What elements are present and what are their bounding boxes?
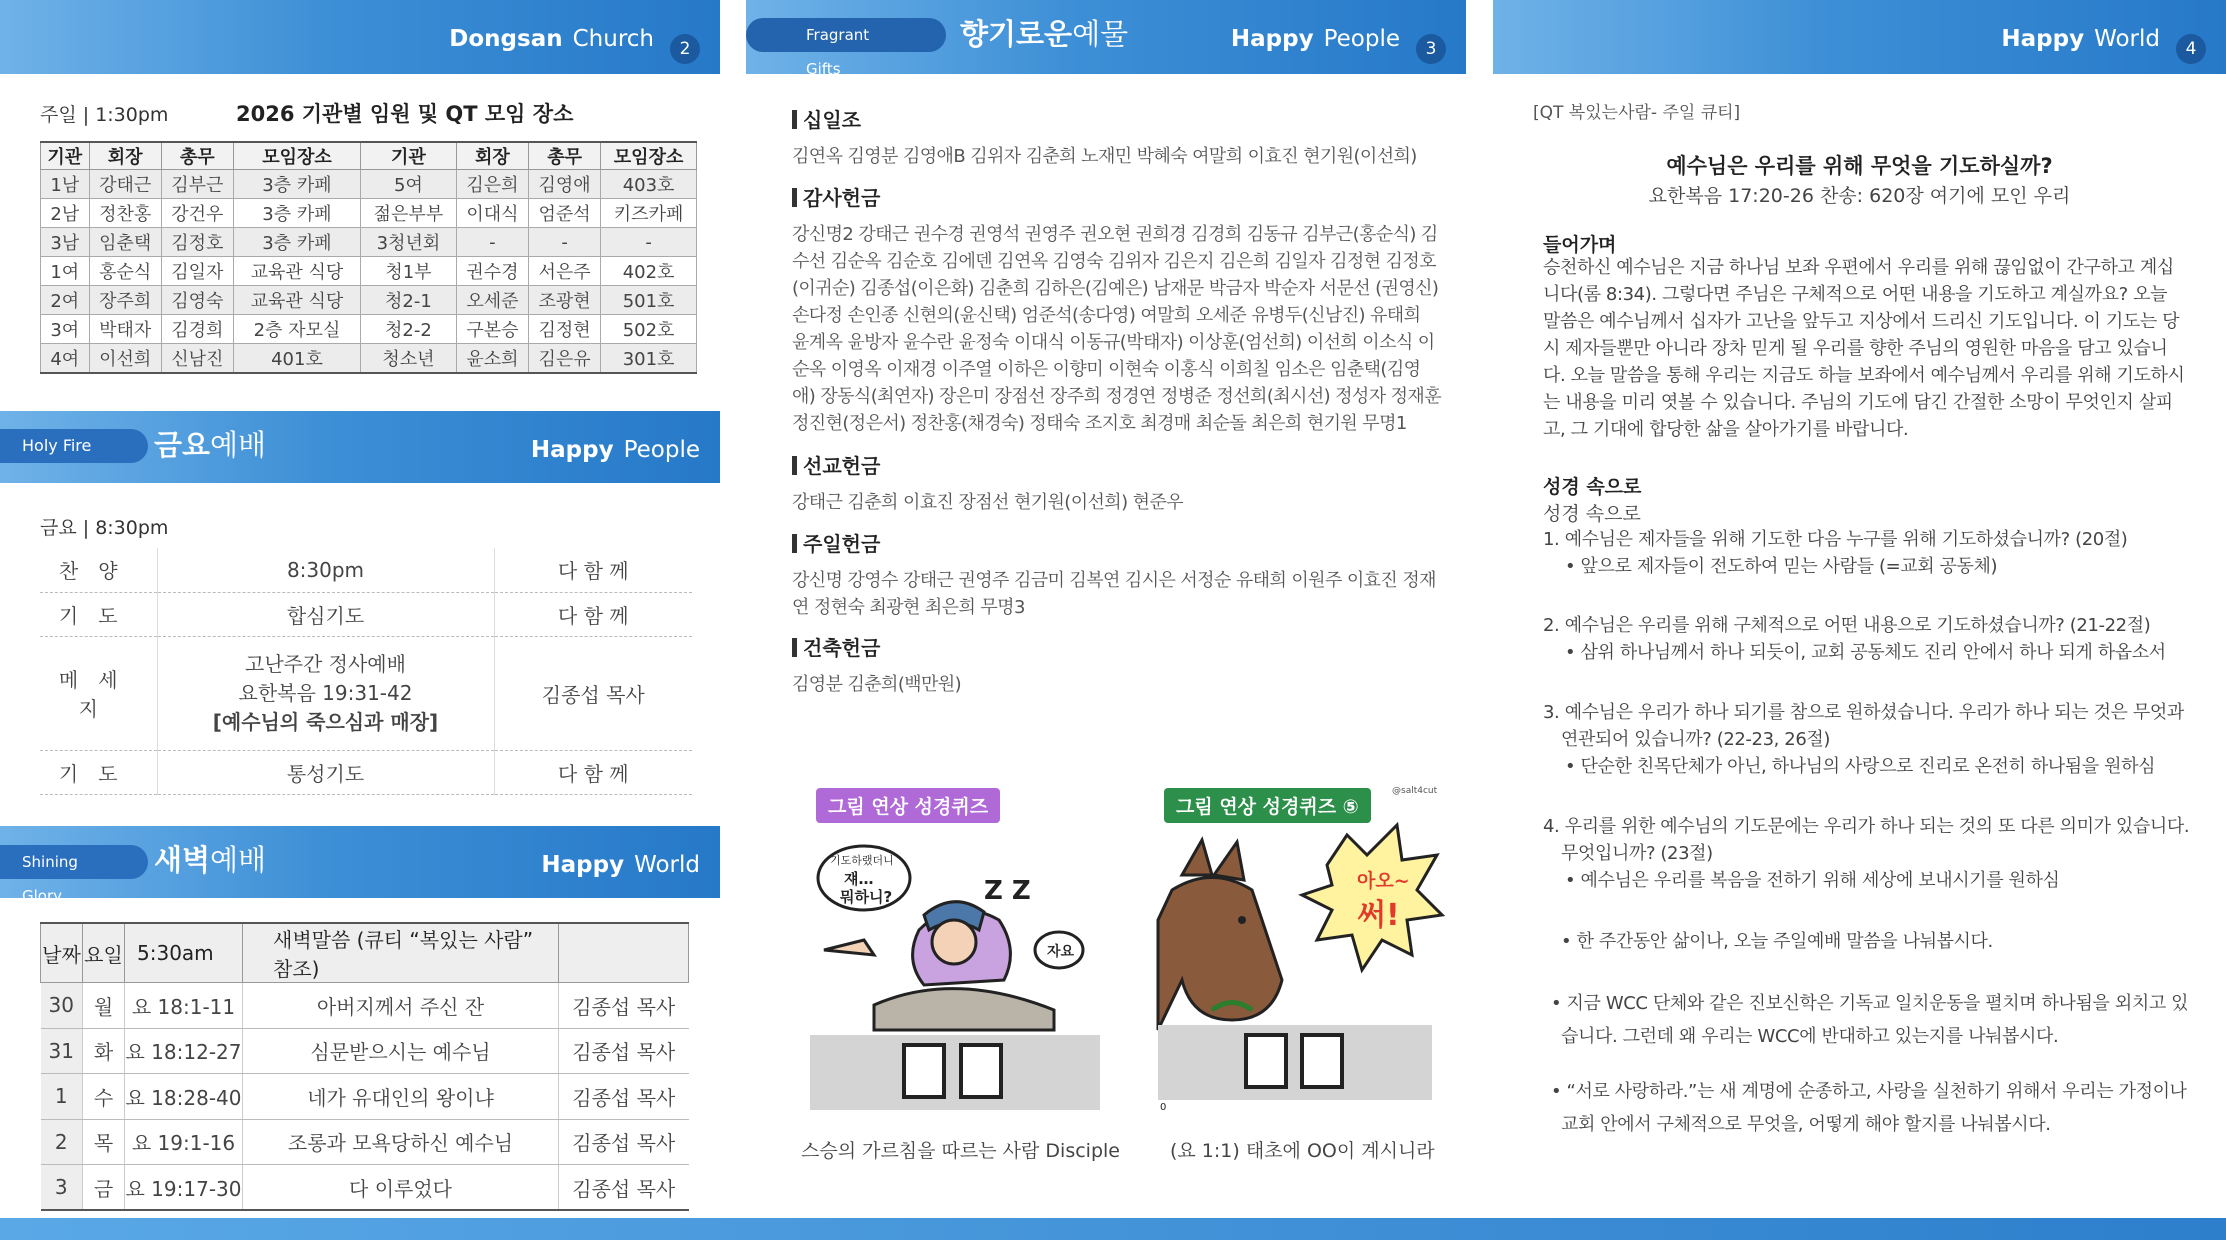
section-names: 강신명 강영수 강태근 권영주 김금미 김복연 김시은 서정순 유태희 이원주 이효진 정재연 정현숙 최광현 최은희 무명3 [792, 570, 1436, 618]
page-number: 2 [670, 34, 700, 64]
dawn-cell: 요 18:28-40 [125, 1074, 243, 1120]
org-header-cell: 기관 [361, 142, 457, 170]
org-cell: 강태근 [89, 170, 161, 199]
org-table-row [41, 170, 697, 199]
bubble-text-3: 자요 [1047, 944, 1075, 960]
world-tag: Happy World [2001, 26, 2160, 52]
org-cell: 김경희 [161, 315, 233, 344]
dawn-cell: 1 [41, 1074, 83, 1120]
org-cell: 장주희 [89, 286, 161, 315]
question-2 [1543, 612, 2193, 666]
bottom-bar [0, 1218, 2226, 1240]
org-header-cell: 모임장소 [601, 142, 697, 170]
org-table-row [41, 199, 697, 228]
section-names: 강신명2 강태근 권수경 권영석 권영주 권오현 권희경 김경희 김동규 김부근(홍순식) 김수선 김순옥 김순호 김에덴 김연옥 김영숙 김위자 김은지 김은희 김일자 김정현 김정호(이귀순) 김종섭(이은화) 김춘희 김하은(김예은) 남재문 박금자 박순자 서문선 (권영신) 손다정 손인종 신현의(윤신택) 엄준석(송다영) 여말희 오세준 유병두(신남진) 유태희 윤계옥 윤방자 윤수란 윤정숙 이대식 이동규(박태자) 이상훈(엄선희) 이선희 이소식 이순옥 이영옥 이재경 이주열 이하은 이향미 이현숙 이홍식 이희칠 임소은 임춘택(김영애) 장동식(최연자) 장은미 장점선 장주희 정경연 정병준 정선희(최시선) 정성자 정재훈 정진현(정은서) 정찬홍(채경숙) 정태숙 조지호 최경매 최순돌 최은희 현기원 무명1 [792, 224, 1441, 434]
org-cell: 조광현 [529, 286, 601, 315]
org-cell: 김영숙 [161, 286, 233, 315]
dawn-table-row [41, 1074, 689, 1120]
section-title: 감사헌금 [792, 182, 1442, 211]
org-header-cell: 회장 [89, 142, 161, 170]
intro-body: 승천하신 예수님은 지금 하나님 보좌 우편에서 우리를 위해 끊임없이 간구하고 계십니다(롬 8:34). 그렇다면 주님은 구체적으로 어떤 내용을 기도하고 계실까요? 오늘 말씀은 예수님께서 십자가 고난을 앞두고 지상에서 드리신 기도입니다. 이 기도는 당시 제자들뿐만 아니라 장차 믿게 될 우리를 향한 주님의 영원한 마음을 담고 있습니다. 오늘 말씀을 통해 우리는 지금도 하늘 보좌에서 예수님께서 우리를 위해 기도하시는 내용을 미리 엿볼 수 있습니다. 주님의 기도에 담긴 간절한 소망이 무엇인지 살피고, 그 기대에 합당한 삶을 살아가기를 바랍니다. [1543, 257, 2185, 440]
row-label: 찬양 [40, 548, 157, 592]
quiz-cartoon-1 [804, 780, 1104, 1115]
question-text: 4. 우리를 위한 예수님의 기도문에는 우리가 하나 되는 것의 또 다른 의미가 있습니다. 무엇입니까? (23절) [1543, 816, 2190, 864]
org-cell: 김은유 [529, 344, 601, 373]
dawn-cell: 30 [41, 983, 83, 1029]
org-cell: 3층 카페 [233, 170, 360, 199]
qt-title: 예수님은 우리를 위해 무엇을 기도하실까? [1666, 154, 2053, 178]
page-3-header [746, 0, 1466, 78]
org-table-row [41, 257, 697, 286]
dawn-cell: 금 [83, 1165, 125, 1211]
dawn-cell: 조롱과 모욕당하신 예수님 [243, 1119, 559, 1165]
org-cell: 김영애 [529, 170, 601, 199]
org-cell: 임춘택 [89, 228, 161, 257]
org-title: 2026 기관별 임원 및 QT 모임 장소 [236, 102, 574, 126]
org-cell: 엄준석 [529, 199, 601, 228]
offering-tithe [792, 104, 1442, 170]
section-title: 선교헌금 [792, 450, 1442, 479]
quiz-caption-2: (요 1:1) 태초에 OO이 계시니라 [1170, 1140, 1435, 1162]
dawn-cell: 3 [41, 1165, 83, 1211]
bible-subheading: 성경 속으로 [1543, 503, 1641, 525]
row-content: 8:30pm [157, 548, 494, 592]
friday-row [40, 750, 692, 794]
org-cell: 강건우 [161, 199, 233, 228]
org-time: 주일 | 1:30pm [40, 104, 169, 126]
dawn-cell: 요 19:1-16 [125, 1119, 243, 1165]
question-3 [1543, 699, 2193, 780]
org-cell: 청2-2 [361, 315, 457, 344]
dawn-cell: 다 이루었다 [243, 1165, 559, 1211]
question-1 [1543, 526, 2193, 580]
answer-box [1244, 1033, 1288, 1089]
gifts-tag: Happy People [1230, 26, 1400, 52]
gifts-title: 향기로운예물 [960, 17, 1129, 51]
org-table-header [41, 142, 697, 170]
answer-band [1158, 1025, 1432, 1100]
header-brand: Dongsan Church [449, 26, 654, 52]
org-cell: 홍순식 [89, 257, 161, 286]
org-cell: 정찬홍 [89, 199, 161, 228]
org-cell: 청1부 [361, 257, 457, 286]
org-cell: 김정현 [529, 315, 601, 344]
org-cell: 청소년 [361, 344, 457, 373]
org-header-cell: 기관 [41, 142, 90, 170]
org-cell: 김정호 [161, 228, 233, 257]
snore-text: Z Z [984, 876, 1031, 906]
org-header-cell: 총무 [529, 142, 601, 170]
org-cell: 이대식 [456, 199, 528, 228]
org-cell: 교육관 식당 [233, 286, 360, 315]
dawn-header [0, 826, 720, 905]
org-cell: 김부근 [161, 170, 233, 199]
org-cell: 3층 카페 [233, 199, 360, 228]
question-text: 1. 예수님은 제자들을 위해 기도한 다음 누구를 위해 기도하셨습니까? (20절) [1543, 529, 2128, 550]
org-cell: - [601, 228, 697, 257]
org-cell: 501호 [601, 286, 697, 315]
dawn-cell: 김종섭 목사 [559, 1119, 689, 1165]
qt-label: [QT 복있는사람- 주일 큐티] [1533, 103, 1741, 123]
quiz-caption-1: 스승의 가르침을 따르는 사람 Disciple [801, 1140, 1120, 1162]
dawn-header-cell: 요일 [83, 923, 125, 983]
dawn-header-cell: 새벽말씀 (큐티 “복있는 사람” 참조) [243, 923, 559, 983]
quiz-label: 그림 연상 성경퀴즈 [816, 788, 1000, 823]
page-3-panel [746, 0, 1466, 1218]
org-cell: 3층 카페 [233, 228, 360, 257]
org-cell: 키즈카페 [601, 199, 697, 228]
org-cell: - [456, 228, 528, 257]
dawn-table-row [41, 1028, 689, 1074]
message-title: [예수님의 죽으심과 매장] [212, 709, 439, 734]
intro-heading: 들어가며 [1543, 234, 1617, 256]
dawn-table-row [41, 1165, 689, 1211]
dawn-table-row [41, 1119, 689, 1165]
dawn-cell: 아버지께서 주신 잔 [243, 983, 559, 1029]
org-cell: - [529, 228, 601, 257]
org-cell: 김은희 [456, 170, 528, 199]
friday-time: 금요 | 8:30pm [40, 517, 169, 539]
dawn-cell: 김종섭 목사 [559, 1074, 689, 1120]
quiz-label: 그림 연상 성경퀴즈 ⑤ [1164, 788, 1371, 823]
org-header-cell: 총무 [161, 142, 233, 170]
row-label: 기도 [40, 592, 157, 636]
question-4 [1543, 813, 2193, 894]
section-names: 강태근 김춘희 이효진 장점선 현기원(이선희) 현준우 [792, 492, 1183, 513]
friday-title: 금요예배 [154, 428, 267, 462]
org-table-row [41, 315, 697, 344]
bubble-text-1: 아오~ [1357, 870, 1410, 892]
org-cell: 502호 [601, 315, 697, 344]
bubble-text-1: 쟤… [844, 870, 874, 888]
org-cell: 2층 자모실 [233, 315, 360, 344]
answer-box [1300, 1033, 1344, 1089]
discussion-bullet: • “서로 사랑하라.”는 새 계명에 순종하고, 사랑을 실천하기 위해서 우리는 가정이나 교회 안에서 구체적으로 무엇을, 어떻게 해야 할지를 나눠봅시다. [1551, 1081, 2187, 1135]
friday-header [0, 411, 720, 483]
row-leader: 다 함 께 [494, 592, 692, 636]
dawn-header-cell [559, 923, 689, 983]
bubble-caption: 기도하랬더니 [830, 854, 894, 867]
org-cell: 401호 [233, 344, 360, 373]
discussion-bullet: • 지금 WCC 단체와 같은 진보신학은 기독교 일치운동을 펼치며 하나됨을 외치고 있습니다. 그런데 왜 우리는 WCC에 반대하고 있는지를 나눠봅시다. [1551, 993, 2189, 1047]
dawn-cell: 목 [83, 1119, 125, 1165]
bubble-text-2: 뭐하니? [840, 888, 893, 906]
offering-thanks [792, 182, 1442, 437]
org-cell: 2여 [41, 286, 90, 315]
dawn-cell: 31 [41, 1028, 83, 1074]
friday-row [40, 548, 692, 592]
org-table-row [41, 344, 697, 373]
dawn-cell: 네가 유대인의 왕이냐 [243, 1074, 559, 1120]
org-cell: 오세준 [456, 286, 528, 315]
section-title: 건축헌금 [792, 632, 1442, 661]
row-content [157, 636, 494, 750]
bible-heading: 성경 속으로 [1543, 476, 1642, 498]
message-line: 고난주간 정사예배 [245, 651, 406, 676]
qt-subtitle: 요한복음 17:20-26 찬송: 620장 여기에 모인 우리 [1648, 185, 2071, 207]
org-cell: 2남 [41, 199, 90, 228]
friday-row [40, 592, 692, 636]
dawn-cell: 김종섭 목사 [559, 983, 689, 1029]
dawn-cell: 심문받으시는 예수님 [243, 1028, 559, 1074]
dawn-cell: 요 18:1-11 [125, 983, 243, 1029]
answer-text: • 단순한 친목단체가 아닌, 하나님의 사랑으로 진리로 온전히 하나됨을 원하심 [1565, 756, 2156, 777]
page-4-panel [1493, 0, 2226, 1218]
org-cell: 교육관 식당 [233, 257, 360, 286]
section-title: 주일헌금 [792, 528, 1442, 557]
org-cell: 4여 [41, 344, 90, 373]
dawn-tag: Happy World [541, 852, 700, 878]
question-text: 3. 예수님은 우리가 하나 되기를 참으로 원하셨습니다. 우리가 하나 되는 것은 무엇과 연관되어 있습니까? (22-23, 26절) [1543, 702, 2184, 750]
page-number: 3 [1416, 34, 1446, 64]
row-content: 통성기도 [157, 750, 494, 794]
offering-sunday [792, 528, 1442, 621]
row-content: 합심기도 [157, 592, 494, 636]
dawn-title: 새벽예배 [154, 843, 267, 877]
answer-text: • 예수님은 우리를 복음을 전하기 위해 세상에 보내시기를 원하심 [1565, 870, 2060, 891]
page-4-header [1493, 0, 2226, 74]
answer-text: • 앞으로 제자들이 전도하여 믿는 사람들 (=교회 공동체) [1565, 556, 1998, 577]
dawn-table-header [41, 923, 689, 983]
org-table [40, 141, 697, 374]
org-header-cell: 모임장소 [233, 142, 360, 170]
section-names: 김영분 김춘희(백만원) [792, 674, 962, 695]
org-cell: 청2-1 [361, 286, 457, 315]
dawn-table-row [41, 983, 689, 1029]
org-cell: 403호 [601, 170, 697, 199]
dawn-cell: 월 [83, 983, 125, 1029]
org-table-row [41, 228, 697, 257]
offering-mission [792, 450, 1442, 516]
org-cell: 젊은부부 [361, 199, 457, 228]
answer-band [810, 1035, 1100, 1110]
org-cell: 3청년회 [361, 228, 457, 257]
row-label: 메세지 [40, 636, 157, 750]
org-cell: 권수경 [456, 257, 528, 286]
gifts-pill: Fragrant Gifts [746, 18, 946, 52]
dawn-header-cell: 날짜 [41, 923, 83, 983]
answer-box [959, 1043, 1003, 1099]
section-title: 십일조 [792, 104, 1442, 133]
page-number: 4 [2176, 34, 2206, 64]
friday-tag: Happy People [530, 437, 700, 463]
corner-mark: 0 [1160, 1102, 1167, 1113]
row-leader: 김종섭 목사 [494, 636, 692, 750]
org-cell: 이선희 [89, 344, 161, 373]
friday-order-table [40, 548, 692, 795]
quiz-cartoon-2 [1152, 780, 1452, 1115]
org-cell: 구본승 [456, 315, 528, 344]
org-header-cell: 회장 [456, 142, 528, 170]
org-cell: 301호 [601, 344, 697, 373]
org-cell: 신남진 [161, 344, 233, 373]
dawn-header-cell: 5:30am [125, 923, 243, 983]
dawn-cell: 김종섭 목사 [559, 1165, 689, 1211]
org-cell: 윤소희 [456, 344, 528, 373]
friday-row [40, 636, 692, 750]
dawn-pill: Shining Glory [0, 845, 148, 879]
friday-pill: Holy Fire [0, 429, 148, 463]
org-cell: 박태자 [89, 315, 161, 344]
page-2-panel [0, 0, 720, 1218]
org-cell: 김일자 [161, 257, 233, 286]
bubble-text-2: 써! [1357, 898, 1400, 933]
org-cell: 1남 [41, 170, 90, 199]
org-cell: 3여 [41, 315, 90, 344]
dawn-cell: 수 [83, 1074, 125, 1120]
message-passage: 요한복음 19:31-42 [238, 680, 413, 705]
org-cell: 서은주 [529, 257, 601, 286]
discussion-bullet: • 한 주간동안 삶이나, 오늘 주일예배 말씀을 나눠봅시다. [1561, 931, 1993, 952]
org-cell: 5여 [361, 170, 457, 199]
artist-credit: @salt4cut [1392, 786, 1438, 796]
answer-text: • 삼위 하나님께서 하나 되듯이, 교회 공동체도 진리 안에서 하나 되게 하옵소서 [1565, 642, 2166, 663]
org-cell: 402호 [601, 257, 697, 286]
row-leader: 다 함 께 [494, 548, 692, 592]
section-names: 김연옥 김영분 김영애B 김위자 김춘희 노재민 박혜숙 여말희 이효진 현기원(이선희) [792, 146, 1417, 167]
row-label: 기도 [40, 750, 157, 794]
dawn-cell: 2 [41, 1119, 83, 1165]
page-2-header [0, 0, 720, 74]
org-cell: 3남 [41, 228, 90, 257]
dawn-cell: 요 19:17-30 [125, 1165, 243, 1211]
org-cell: 1여 [41, 257, 90, 286]
question-text: 2. 예수님은 우리를 위해 구체적으로 어떤 내용으로 기도하셨습니까? (21-22절) [1543, 615, 2151, 636]
dawn-cell: 요 18:12-27 [125, 1028, 243, 1074]
dawn-cell: 화 [83, 1028, 125, 1074]
answer-box [902, 1043, 946, 1099]
dawn-schedule-table [40, 922, 689, 1211]
org-table-row [41, 286, 697, 315]
row-leader: 다 함 께 [494, 750, 692, 794]
dawn-cell: 김종섭 목사 [559, 1028, 689, 1074]
offering-building [792, 632, 1442, 698]
